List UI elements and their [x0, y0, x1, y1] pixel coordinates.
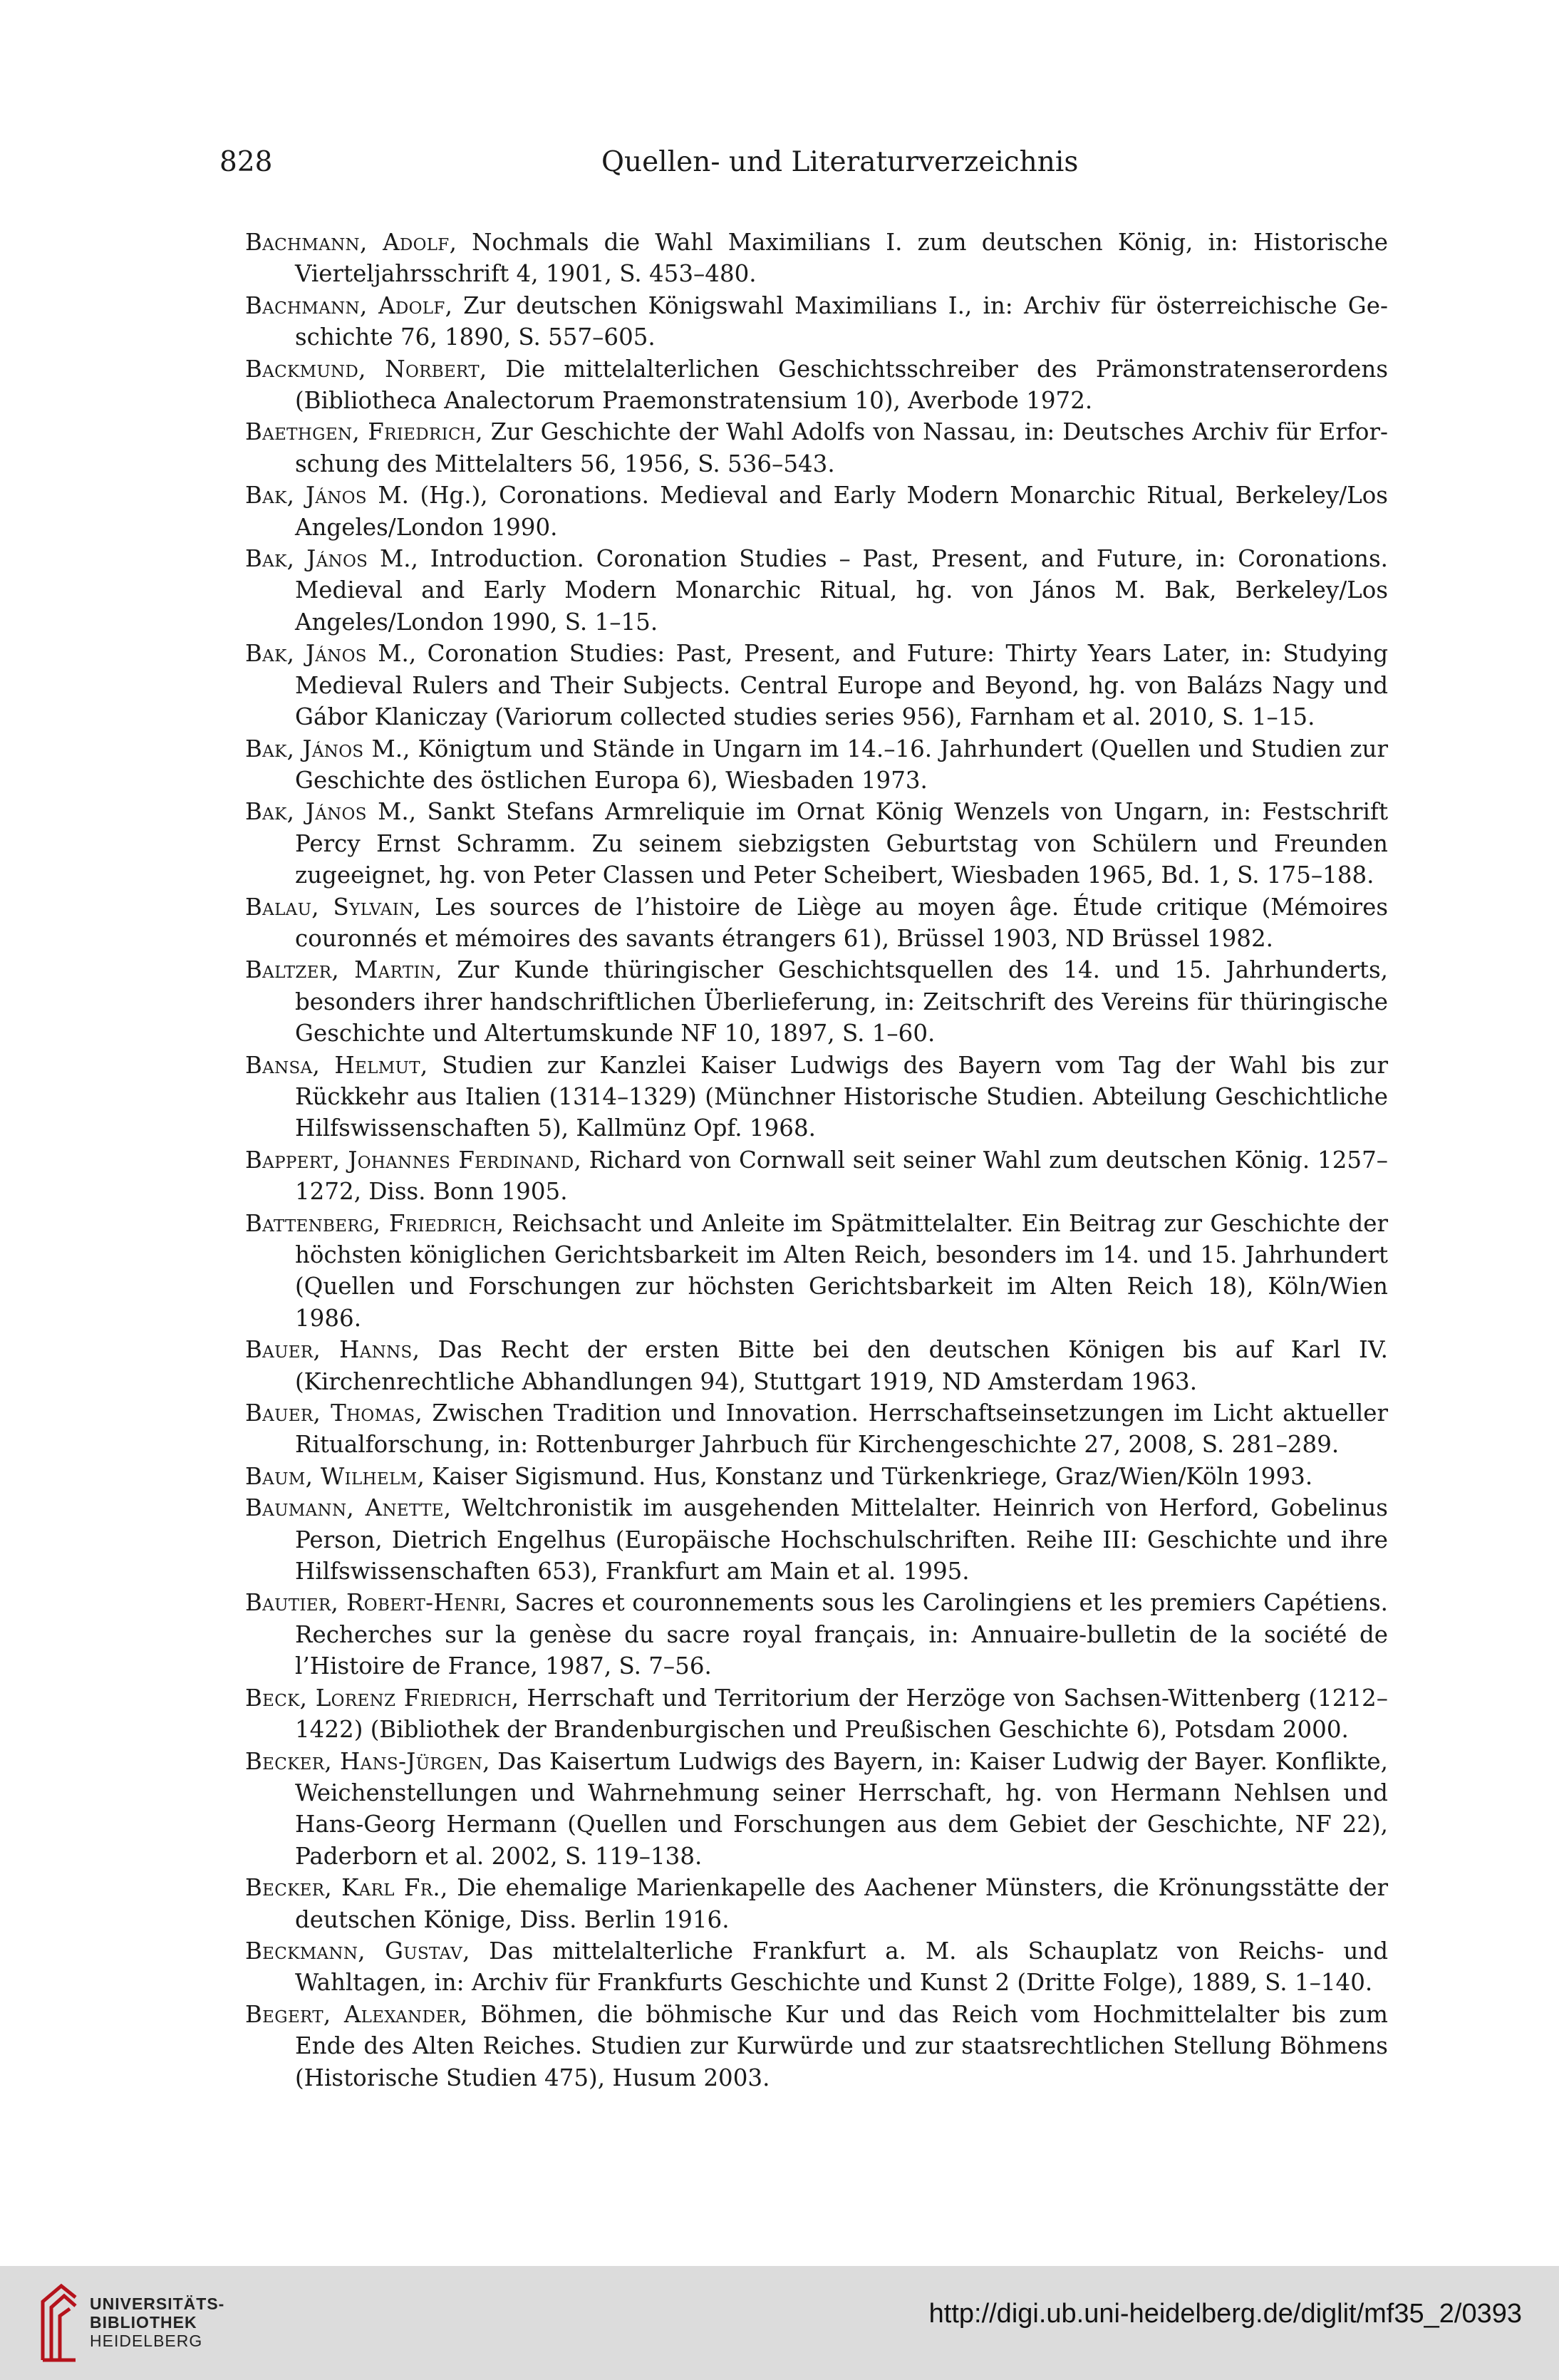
library-name-line: UNIVERSITÄTS-	[90, 2294, 225, 2313]
entry-author: Baumann, Anette	[245, 1494, 444, 1522]
bibliography-entry	[245, 1050, 1388, 1144]
bibliography-entry	[245, 891, 1388, 955]
bibliography-entry	[245, 416, 1388, 480]
entry-text: , Das Kaisertum Ludwigs des Bayern, in: Kaiser Ludwig der Bayer. Konflikte, Weichenstellungen und Wahrnehmung seiner Herrschaft, hg. von Hermann Nehlsen und Hans-Georg Hermann (Quellen und Forschungen aus dem Gebiet der Geschichte, NF 22), Paderborn et al. 2002, S. 119–138.	[295, 1747, 1388, 1870]
entry-author: Bansa, Helmut	[245, 1051, 420, 1079]
entry-author: Baum, Wilhelm	[245, 1462, 418, 1490]
bibliography-entry	[245, 543, 1388, 638]
bibliography-entry	[245, 954, 1388, 1049]
entry-author: Becker, Karl Fr.	[245, 1874, 440, 1902]
entry-text: M., Coronation Studies: Past, Present, and Future: Thirty Years Later, in: Studying Medieval Rulers and Their Subjects. Central Europe and Beyond, hg. von Balázs Nagy und Gábor Klaniczay (Variorum collected studies series 956), Farnham et al. 2010, S. 1–15.	[295, 640, 1388, 731]
entry-text: , Zur Geschichte der Wahl Adolfs von Nassau, in: Deutsches Archiv für Erforschung des Mittelalters 56, 1956, S. 536–543.	[295, 418, 1388, 477]
entry-text: , Die mittelalterlichen Geschichtsschreiber des Prämonstratenserordens (Bibliotheca Analectorum Praemonstratensium 10), Averbode 1972.	[295, 355, 1388, 415]
bibliography-entry	[245, 1872, 1388, 1935]
entry-author: Balau, Sylvain	[245, 893, 414, 921]
entry-text: , Zur deutschen Königswahl Maximilians I., in: Archiv für österreichische Geschichte 76, 1890, S. 557–605.	[295, 291, 1388, 351]
entry-text: , Kaiser Sigismund. Hus, Konstanz und Türkenkriege, Graz/Wien/Köln 1993.	[417, 1462, 1313, 1490]
entry-text: , Das Recht der ersten Bitte bei den deutschen Königen bis auf Karl IV. (Kirchenrechtliche Abhandlungen 94), Stuttgart 1919, ND Amsterdam 1963.	[295, 1336, 1388, 1395]
entry-author: Bak, János	[245, 640, 367, 668]
entry-author: Bappert, Johannes Ferdinand	[245, 1146, 574, 1174]
entry-author: Beck, Lorenz Friedrich	[245, 1684, 512, 1712]
bibliography-entry	[245, 1334, 1388, 1397]
bibliography-entry	[245, 1999, 1388, 2094]
bibliography-entry	[245, 353, 1388, 417]
library-name-line: HEIDELBERG	[90, 2332, 203, 2350]
entry-author: Bautier, Robert-Henri	[245, 1589, 500, 1617]
entry-text: M., Königtum und Stände in Ungarn im 14.–16. Jahrhundert (Quellen und Studien zur Geschichte des östlichen Europa 6), Wiesbaden 1973.	[295, 735, 1388, 794]
bibliography-entry	[245, 1492, 1388, 1587]
entry-text: , Zur Kunde thüringischer Geschichtsquellen des 14. und 15. Jahrhunderts, besonders ihrer handschriftlichen Überlieferung, in: Zeitschrift des Vereins für thüringische Geschichte und Altertumskunde NF 10, 1897, S. 1–60.	[295, 956, 1388, 1047]
source-url-link[interactable]: http://digi.ub.uni-heidelberg.de/diglit/mf35_2/0393	[928, 2299, 1522, 2329]
bibliography-entry	[245, 1587, 1388, 1682]
bibliography-entry	[245, 733, 1388, 797]
entry-author: Bauer, Hanns	[245, 1336, 413, 1364]
entry-author: Bak, János	[245, 545, 368, 573]
running-title: Quellen- und Literaturverzeichnis	[601, 146, 1079, 178]
entry-text: , Herrschaft und Territorium der Herzöge von Sachsen-Wittenberg (1212–1422) (Bibliothek der Brandenburgischen und Preußischen Geschichte 6), Potsdam 2000.	[295, 1684, 1388, 1744]
bibliography-list	[245, 227, 1388, 2094]
entry-author: Bak, János	[245, 798, 367, 826]
entry-text: , Studien zur Kanzlei Kaiser Ludwigs des Bayern vom Tag der Wahl bis zur Rückkehr aus Italien (1314–1329) (Münchner Historische Studien. Abteilung Geschichtliche Hilfswissenschaften 5), Kallmünz Opf. 1968.	[295, 1051, 1388, 1142]
entry-author: Baethgen, Friedrich	[245, 418, 476, 446]
entry-text: , Zwischen Tradition und Innovation. Herrschaftseinsetzungen im Licht aktueller Ritualforschung, in: Rottenburger Jahrbuch für Kirchengeschichte 27, 2008, S. 281–289.	[295, 1399, 1388, 1459]
entry-author: Begert, Alexander	[245, 2000, 460, 2028]
entry-text: M., Introduction. Coronation Studies – Past, Present, and Future, in: Coronations. Medieval and Early Modern Monarchic Ritual, hg. von János M. Bak, Berkeley/Los Angeles/London 1990, S. 1–15.	[295, 545, 1388, 636]
entry-author: Backmund, Norbert	[245, 355, 480, 383]
bibliography-entry	[245, 1682, 1388, 1746]
bibliography-entry	[245, 796, 1388, 891]
library-logo-icon	[38, 2280, 80, 2364]
library-name-line: BIBLIOTHEK	[90, 2313, 197, 2332]
bibliography-entry	[245, 1935, 1388, 1999]
entry-text: M., Sankt Stefans Armreliquie im Ornat König Wenzels von Ungarn, in: Festschrift Percy Ernst Schramm. Zu seinem siebzigsten Geburtstag von Schülern und Freunden zugeeignet, hg. von Peter Classen und Peter Scheibert, Wiesbaden 1965, Bd. 1, S. 175–188.	[295, 798, 1389, 889]
entry-author: Bauer, Thomas	[245, 1399, 415, 1427]
bibliography-entry	[245, 480, 1388, 543]
entry-text: , Richard von Cornwall seit seiner Wahl zum deutschen König. 1257–1272, Diss. Bonn 1905.	[295, 1146, 1388, 1206]
entry-author: Bak, János	[245, 735, 364, 762]
entry-text: , Weltchronistik im ausgehenden Mittelalter. Heinrich von Herford, Gobelinus Person, Dietrich Engelhus (Europäische Hochschulschriften. Reihe III: Geschichte und ihre Hilfswissenschaften 653), Frankfurt am Main et al. 1995.	[295, 1494, 1388, 1585]
entry-author: Beckmann, Gustav	[245, 1937, 463, 1965]
entry-text: M. (Hg.), Coronations. Medieval and Early Modern Monarchic Ritual, Berkeley/Los Angeles/London 1990.	[295, 482, 1388, 541]
digitization-footer	[0, 2266, 1559, 2380]
library-name	[90, 2294, 224, 2350]
entry-text: , Les sources de l’histoire de Liège au moyen âge. Étude critique (Mémoires couronnés et mémoires des savants étrangers 61), Brüssel 1903, ND Brüssel 1982.	[295, 893, 1389, 952]
entry-author: Bak, János	[245, 482, 367, 509]
bibliography-entry	[245, 1397, 1388, 1461]
bibliography-entry	[245, 1208, 1388, 1335]
page-number: 828	[219, 146, 273, 178]
entry-author: Bachmann, Adolf	[245, 229, 450, 256]
entry-author: Battenberg, Friedrich	[245, 1209, 497, 1237]
entry-text: , Sacres et couronnements sous les Carolingiens et les premiers Capétiens. Recherches sur la genèse du sacre royal français, in: Annuaire-bulletin de la société de l’Histoire de France, 1987, S. 7–56.	[295, 1589, 1388, 1680]
entry-text: , Reichsacht und Anleite im Spätmittelalter. Ein Beitrag zur Geschichte der höchsten königlichen Gerichtsbarkeit im Alten Reich, besonders im 14. und 15. Jahrhundert (Quellen und Forschungen zur höchsten Gerichtsbarkeit im Alten Reich 18), Köln/Wien 1986.	[295, 1209, 1388, 1332]
bibliography-entry	[245, 1461, 1388, 1492]
entry-author: Becker, Hans-Jürgen	[245, 1747, 483, 1775]
bibliography-entry	[245, 290, 1388, 353]
bibliography-entry	[245, 227, 1388, 290]
entry-text: , Nochmals die Wahl Maximilians I. zum deutschen König, in: Historische Vierteljahrsschrift 4, 1901, S. 453–480.	[295, 229, 1388, 288]
entry-author: Bachmann, Adolf	[245, 291, 445, 319]
bibliography-entry	[245, 1746, 1388, 1873]
entry-author: Baltzer, Martin	[245, 956, 435, 984]
entry-text: , Die ehemalige Marienkapelle des Aachener Münsters, die Krönungsstätte der deutschen Könige, Diss. Berlin 1916.	[295, 1874, 1389, 1933]
entry-text: , Böhmen, die böhmische Kur und das Reich vom Hochmittelalter bis zum Ende des Alten Reiches. Studien zur Kurwürde und zur staatsrechtlichen Stellung Böhmens (Historische Studien 475), Husum 2003.	[295, 2000, 1388, 2091]
bibliography-entry	[245, 1144, 1388, 1208]
bibliography-entry	[245, 638, 1388, 733]
entry-text: , Das mittelalterliche Frankfurt a. M. als Schauplatz von Reichs- und Wahltagen, in: Archiv für Frankfurts Geschichte und Kunst 2 (Dritte Folge), 1889, S. 1–140.	[295, 1937, 1388, 1997]
